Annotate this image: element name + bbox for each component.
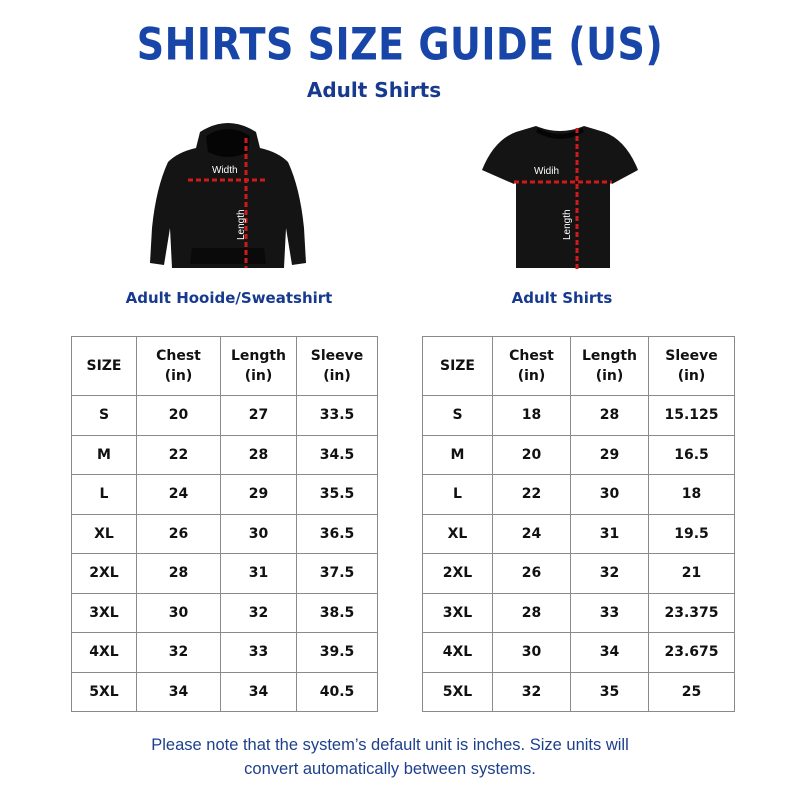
header-chest: Chest (in) <box>137 337 221 396</box>
size-cell: 4XL <box>72 633 137 673</box>
length-cell: 35 <box>571 672 649 712</box>
length-cell: 28 <box>571 396 649 436</box>
chest-cell: 30 <box>137 593 221 633</box>
tshirt-length-label: Length <box>562 209 573 240</box>
unit-note <box>0 733 780 781</box>
table-row <box>72 396 378 436</box>
chest-cell: 22 <box>137 435 221 475</box>
hoodie-label: Adult Hooide/Sweatshirt <box>125 289 333 307</box>
unit-note-line-2: convert automatically between systems. <box>244 760 536 778</box>
table-row <box>72 672 378 712</box>
length-cell: 32 <box>571 554 649 594</box>
table-row <box>423 396 735 436</box>
sleeve-cell: 38.5 <box>297 593 378 633</box>
chest-cell: 20 <box>137 396 221 436</box>
chest-cell: 20 <box>493 435 571 475</box>
header-length: Length (in) <box>571 337 649 396</box>
size-cell: XL <box>423 514 493 554</box>
length-cell: 29 <box>221 475 297 515</box>
sleeve-cell: 16.5 <box>649 435 735 475</box>
size-cell: S <box>423 396 493 436</box>
length-cell: 27 <box>221 396 297 436</box>
page-title: SHIRTS SIZE GUIDE (US) <box>136 18 664 70</box>
size-cell: 2XL <box>72 554 137 594</box>
table-row <box>423 633 735 673</box>
table-row <box>423 514 735 554</box>
tshirt-illustration <box>480 122 640 272</box>
chest-cell: 32 <box>493 672 571 712</box>
chest-cell: 26 <box>493 554 571 594</box>
length-cell: 33 <box>221 633 297 673</box>
header-length: Length (in) <box>221 337 297 396</box>
hoodie-illustration <box>148 118 308 283</box>
unit-note-line-1: Please note that the system’s default unit is inches. Size units will <box>151 736 629 754</box>
sleeve-cell: 35.5 <box>297 475 378 515</box>
table-row <box>72 475 378 515</box>
tshirt-size-table <box>422 336 735 712</box>
table-row <box>423 593 735 633</box>
sleeve-cell: 40.5 <box>297 672 378 712</box>
size-cell: 4XL <box>423 633 493 673</box>
length-cell: 30 <box>221 514 297 554</box>
size-cell: 3XL <box>423 593 493 633</box>
length-cell: 29 <box>571 435 649 475</box>
size-cell: XL <box>72 514 137 554</box>
hoodie-icon <box>148 118 308 283</box>
size-cell: S <box>72 396 137 436</box>
chest-cell: 34 <box>137 672 221 712</box>
chest-cell: 24 <box>137 475 221 515</box>
length-cell: 32 <box>221 593 297 633</box>
chest-cell: 28 <box>137 554 221 594</box>
sleeve-cell: 18 <box>649 475 735 515</box>
sleeve-cell: 15.125 <box>649 396 735 436</box>
hoodie-width-label: Width <box>212 165 238 176</box>
table-row <box>72 435 378 475</box>
sleeve-cell: 25 <box>649 672 735 712</box>
size-cell: M <box>423 435 493 475</box>
chest-cell: 28 <box>493 593 571 633</box>
sleeve-cell: 23.675 <box>649 633 735 673</box>
table-row <box>423 475 735 515</box>
size-cell: 5XL <box>423 672 493 712</box>
tshirt-icon <box>480 122 640 272</box>
sleeve-cell: 21 <box>649 554 735 594</box>
table-row <box>72 593 378 633</box>
size-cell: L <box>423 475 493 515</box>
header-size: SIZE <box>423 337 493 396</box>
header-size: SIZE <box>72 337 137 396</box>
length-cell: 31 <box>571 514 649 554</box>
table-row <box>72 633 378 673</box>
table-header-row <box>423 337 735 396</box>
chest-cell: 18 <box>493 396 571 436</box>
header-chest: Chest (in) <box>493 337 571 396</box>
header-sleeve: Sleeve (in) <box>649 337 735 396</box>
table-header-row <box>72 337 378 396</box>
length-cell: 30 <box>571 475 649 515</box>
chest-cell: 22 <box>493 475 571 515</box>
size-cell: L <box>72 475 137 515</box>
length-cell: 31 <box>221 554 297 594</box>
table-row <box>72 554 378 594</box>
sleeve-cell: 19.5 <box>649 514 735 554</box>
size-cell: 5XL <box>72 672 137 712</box>
chest-cell: 32 <box>137 633 221 673</box>
sleeve-cell: 39.5 <box>297 633 378 673</box>
header-sleeve: Sleeve (in) <box>297 337 378 396</box>
sleeve-cell: 23.375 <box>649 593 735 633</box>
table-row <box>423 672 735 712</box>
hoodie-length-label: Length <box>236 209 247 240</box>
size-cell: 2XL <box>423 554 493 594</box>
sleeve-cell: 36.5 <box>297 514 378 554</box>
table-row <box>72 514 378 554</box>
length-cell: 28 <box>221 435 297 475</box>
length-cell: 34 <box>221 672 297 712</box>
table-row <box>423 435 735 475</box>
sleeve-cell: 34.5 <box>297 435 378 475</box>
tshirt-label: Adult Shirts <box>511 289 613 307</box>
chest-cell: 24 <box>493 514 571 554</box>
hoodie-size-table <box>71 336 378 712</box>
page-subtitle: Adult Shirts <box>306 78 442 102</box>
tshirt-width-label: Widih <box>534 166 560 177</box>
chest-cell: 26 <box>137 514 221 554</box>
size-cell: M <box>72 435 137 475</box>
chest-cell: 30 <box>493 633 571 673</box>
sleeve-cell: 33.5 <box>297 396 378 436</box>
table-row <box>423 554 735 594</box>
length-cell: 33 <box>571 593 649 633</box>
length-cell: 34 <box>571 633 649 673</box>
size-cell: 3XL <box>72 593 137 633</box>
sleeve-cell: 37.5 <box>297 554 378 594</box>
